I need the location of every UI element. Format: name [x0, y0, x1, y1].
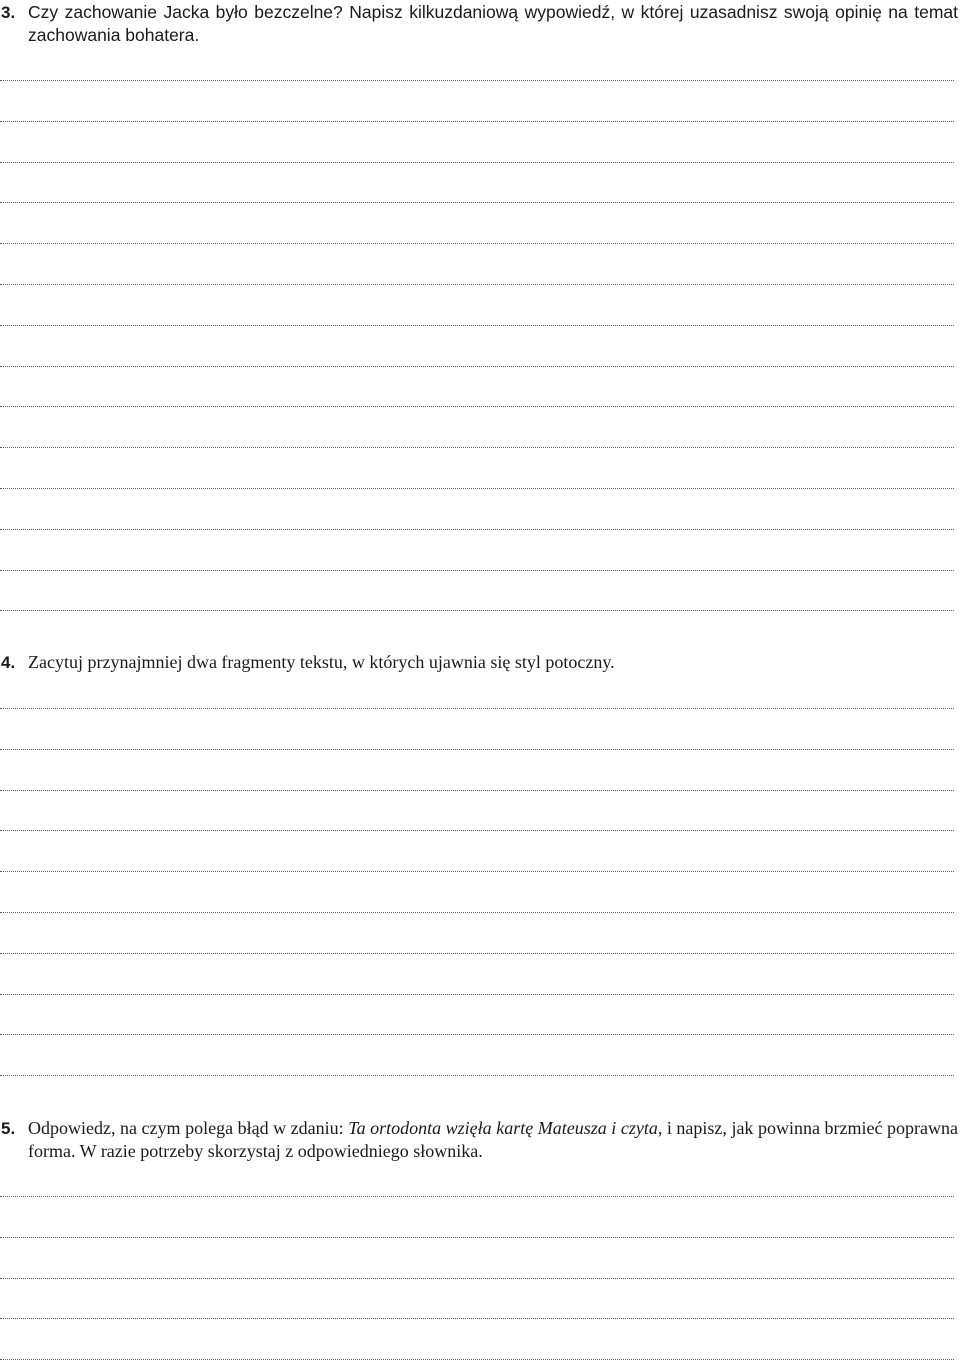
answer-line[interactable]	[0, 570, 954, 571]
task-5-text-before: Odpowiedz, na czym polega błąd w zdaniu:	[28, 1118, 349, 1138]
answer-line[interactable]	[0, 953, 954, 954]
answer-line[interactable]	[0, 406, 954, 407]
answer-line[interactable]	[0, 708, 954, 709]
answer-line[interactable]	[0, 366, 954, 367]
answer-line[interactable]	[0, 1278, 954, 1279]
answer-line[interactable]	[0, 1034, 954, 1035]
task-5-prompt	[0, 1117, 960, 1163]
answer-line[interactable]	[0, 529, 954, 530]
answer-line[interactable]	[0, 121, 954, 122]
answer-line[interactable]	[0, 912, 954, 913]
answer-line[interactable]	[0, 994, 954, 995]
answer-line[interactable]	[0, 162, 954, 163]
task-3-prompt	[0, 1, 960, 47]
answer-line[interactable]	[0, 202, 954, 203]
task-4	[0, 651, 960, 674]
answer-line[interactable]	[0, 325, 954, 326]
task-3-number: 3.	[1, 3, 16, 22]
answer-line[interactable]	[0, 610, 954, 611]
task-5-text-after: , i napisz, jak powinna brzmieć poprawna forma. W razie potrzeby skorzystaj z odpowiedniego słownika.	[28, 1118, 958, 1161]
task-4-text: Zacytuj przynajmniej dwa fragmenty tekstu, w których ujawnia się styl potoczny.	[28, 652, 615, 672]
answer-line[interactable]	[0, 488, 954, 489]
answer-line[interactable]	[0, 1318, 954, 1319]
answer-line[interactable]	[0, 830, 954, 831]
task-5-number: 5.	[1, 1119, 16, 1138]
answer-line[interactable]	[0, 749, 954, 750]
answer-line[interactable]	[0, 243, 954, 244]
task-4-number: 4.	[1, 653, 16, 672]
answer-line[interactable]	[0, 871, 954, 872]
answer-line[interactable]	[0, 284, 954, 285]
answer-line[interactable]	[0, 80, 954, 81]
answer-line[interactable]	[0, 790, 954, 791]
task-4-prompt	[0, 651, 960, 674]
answer-line[interactable]	[0, 1359, 954, 1360]
answer-line[interactable]	[0, 447, 954, 448]
task-5-text	[28, 1117, 958, 1163]
task-5-example-sentence: Ta ortodonta wzięła kartę Mateusza i czyta	[348, 1118, 658, 1138]
task-3	[0, 1, 960, 47]
answer-line[interactable]	[0, 1075, 954, 1076]
answer-line[interactable]	[0, 1196, 954, 1197]
task-5	[0, 1117, 960, 1163]
answer-line[interactable]	[0, 1237, 954, 1238]
task-3-text: Czy zachowanie Jacka było bezczelne? Napisz kilkuzdaniową wypowiedź, w której uzasadnisz swoją opinię na temat zachowania bohatera.	[28, 2, 958, 45]
